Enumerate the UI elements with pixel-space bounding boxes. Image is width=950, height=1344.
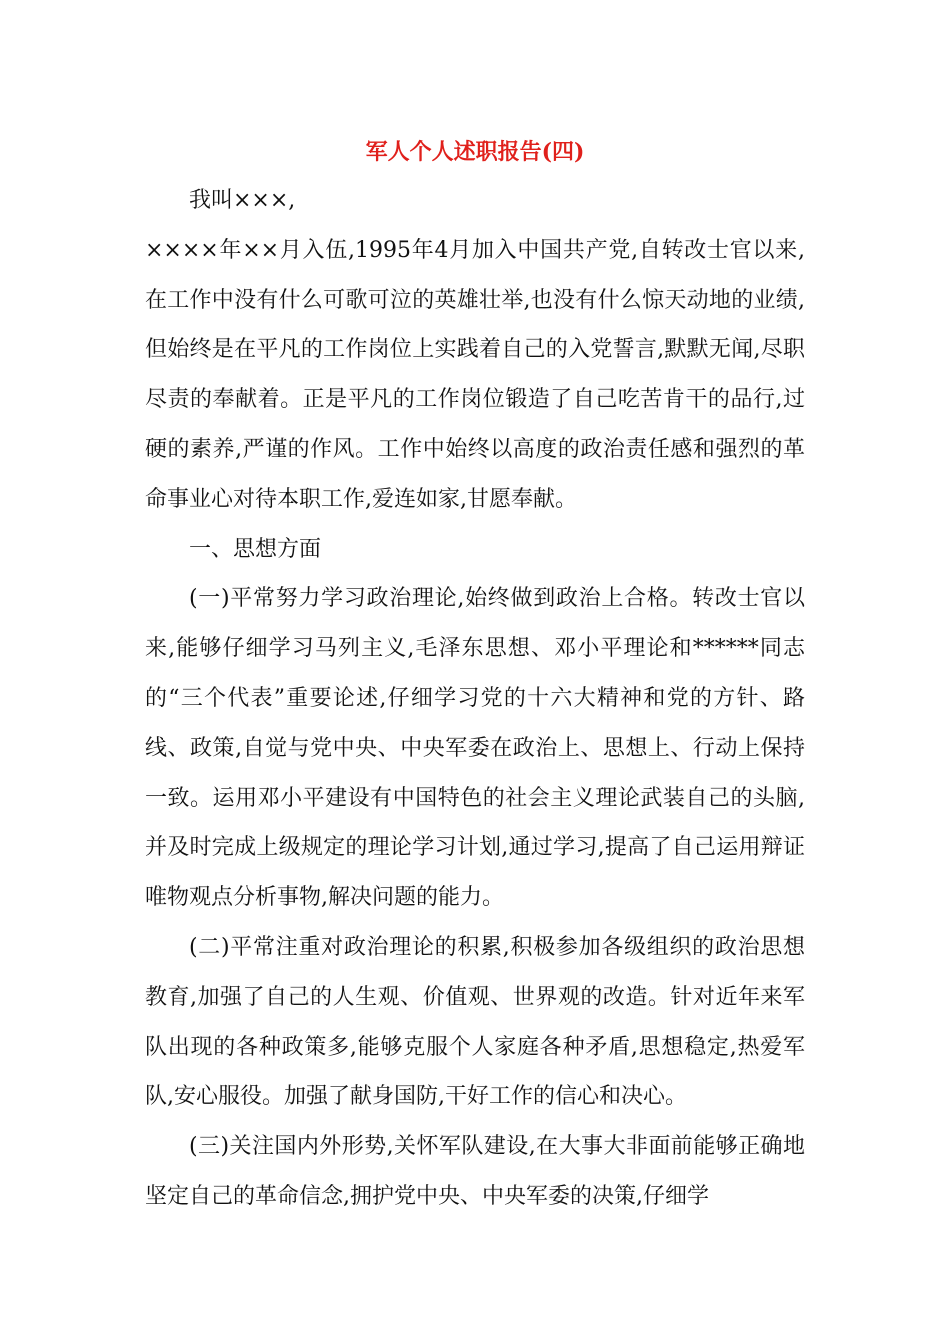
- section-heading-thought: 一、思想方面: [189, 536, 322, 562]
- paragraph-item-2: (二)平常注重对政治理论的积累,积极参加各级组织的政治思想教育,加强了自己的人生观、价值观、世界观的改造。针对近年来军队出现的各种政策多,能够克服个人家庭各种矛盾,思想稳定,热爱军队,安心服役。加强了献身国防,干好工作的信心和决心。: [145, 934, 805, 1110]
- paragraph-item-1: (一)平常努力学习政治理论,始终做到政治上合格。转改士官以来,能够仔细学习马列主义,毛泽东思想、邓小平理论和******同志的“三个代表”重要论述,仔细学习党的十六大精神和党的方针、路线、政策,自觉与党中央、中央军委在政治上、思想上、行动上保持一致。运用邓小平建设有中国特色的社会主义理论武装自己的头脑,并及时完成上级规定的理论学习计划,通过学习,提高了自己运用辩证唯物观点分析事物,解决问题的能力。: [145, 586, 805, 911]
- paragraph-intro: 我叫×××,: [189, 188, 296, 213]
- paragraph-background: ××××年××月入伍,1995年4月加入中国共产党,自转改士官以来,在工作中没有什么可歌可泣的英雄壮举,也没有什么惊天动地的业绩,但始终是在平凡的工作岗位上实践着自己的入党誓言,默默无闻,尽职尽责的奉献着。正是平凡的工作岗位锻造了自己吃苦肯干的品行,过硬的素养,严谨的作风。工作中始终以高度的政治责任感和强烈的革命事业心对待本职工作,爱连如家,甘愿奉献。: [145, 237, 805, 512]
- document-body: [145, 176, 805, 1222]
- document-title: 军人个人述职报告(四): [365, 139, 585, 165]
- paragraph-item-3: (三)关注国内外形势,关怀军队建设,在大事大非面前能够正确地坚定自己的革命信念,拥护党中央、中央军委的决策,仔细学: [145, 1134, 805, 1209]
